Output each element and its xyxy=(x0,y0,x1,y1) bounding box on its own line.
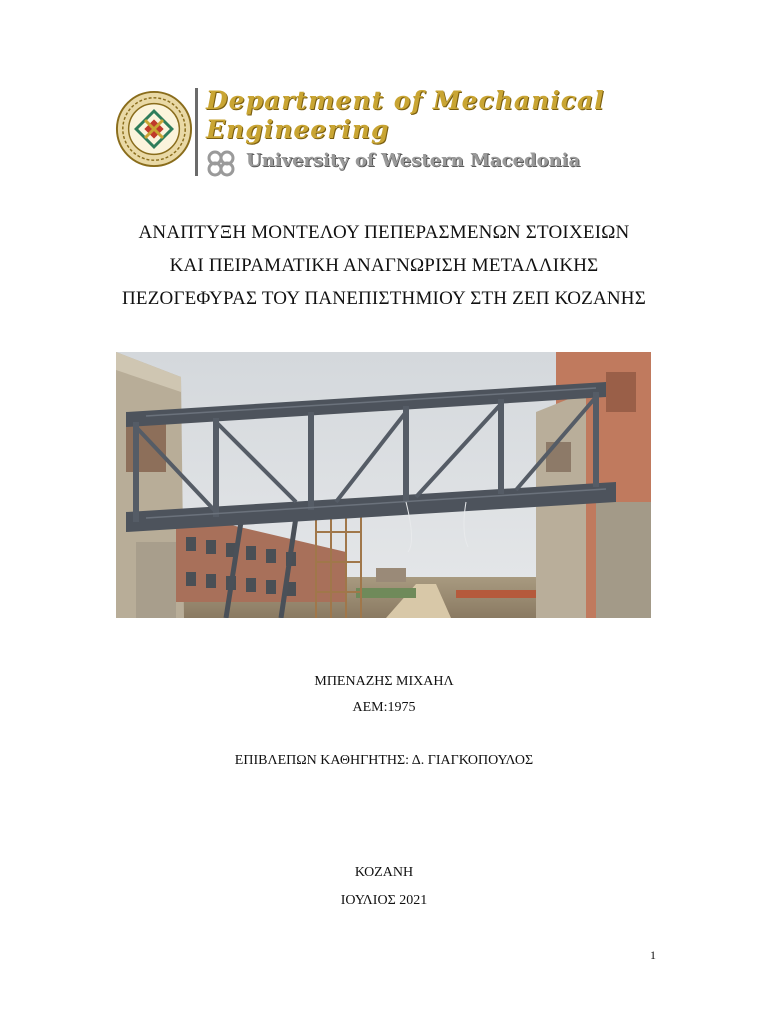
university-name: University of Western Macedonia xyxy=(246,150,581,171)
page-number: 1 xyxy=(650,948,656,962)
student-id: ΑΕΜ:1975 xyxy=(352,700,416,715)
title-line-1: ΑΝΑΠΤΥΞΗ ΜΟΝΤΕΛΟΥ ΠΕΠΕΡΑΣΜΕΝΩΝ ΣΤΟΙΧΕΙΩΝ xyxy=(138,222,630,243)
date: ΙΟΥΛΙΟΣ 2021 xyxy=(340,893,428,908)
thesis-title xyxy=(0,216,768,315)
department-name-line1: Department of Mechanical xyxy=(206,86,605,115)
university-seal-icon xyxy=(115,90,193,168)
author-name: ΜΠΕΝΑΖΗΣ ΜΙΧΑΗΛ xyxy=(314,674,454,689)
knot-emblem-icon xyxy=(205,148,237,178)
department-name-line2: Engineering xyxy=(206,115,390,144)
city: ΚΟΖΑΝΗ xyxy=(354,865,414,880)
department-logo xyxy=(112,86,657,182)
footbridge-photo xyxy=(116,352,651,618)
title-line-3: ΠΕΖΟΓΕΦΥΡΑΣ ΤΟΥ ΠΑΝΕΠΙΣΤΗΜΙΟΥ ΣΤΗ ΖΕΠ ΚΟΖΑΝΗΣ xyxy=(121,288,646,309)
title-line-2: ΚΑΙ ΠΕΙΡΑΜΑΤΙΚΗ ΑΝΑΓΝΩΡΙΣΗ ΜΕΤΑΛΛΙΚΗΣ xyxy=(169,255,599,276)
supervisor: ΕΠΙΒΛΕΠΩΝ ΚΑΘΗΓΗΤΗΣ: Δ. ΓΙΑΓΚΟΠΟΥΛΟΣ xyxy=(234,753,534,768)
logo-divider xyxy=(195,88,198,176)
